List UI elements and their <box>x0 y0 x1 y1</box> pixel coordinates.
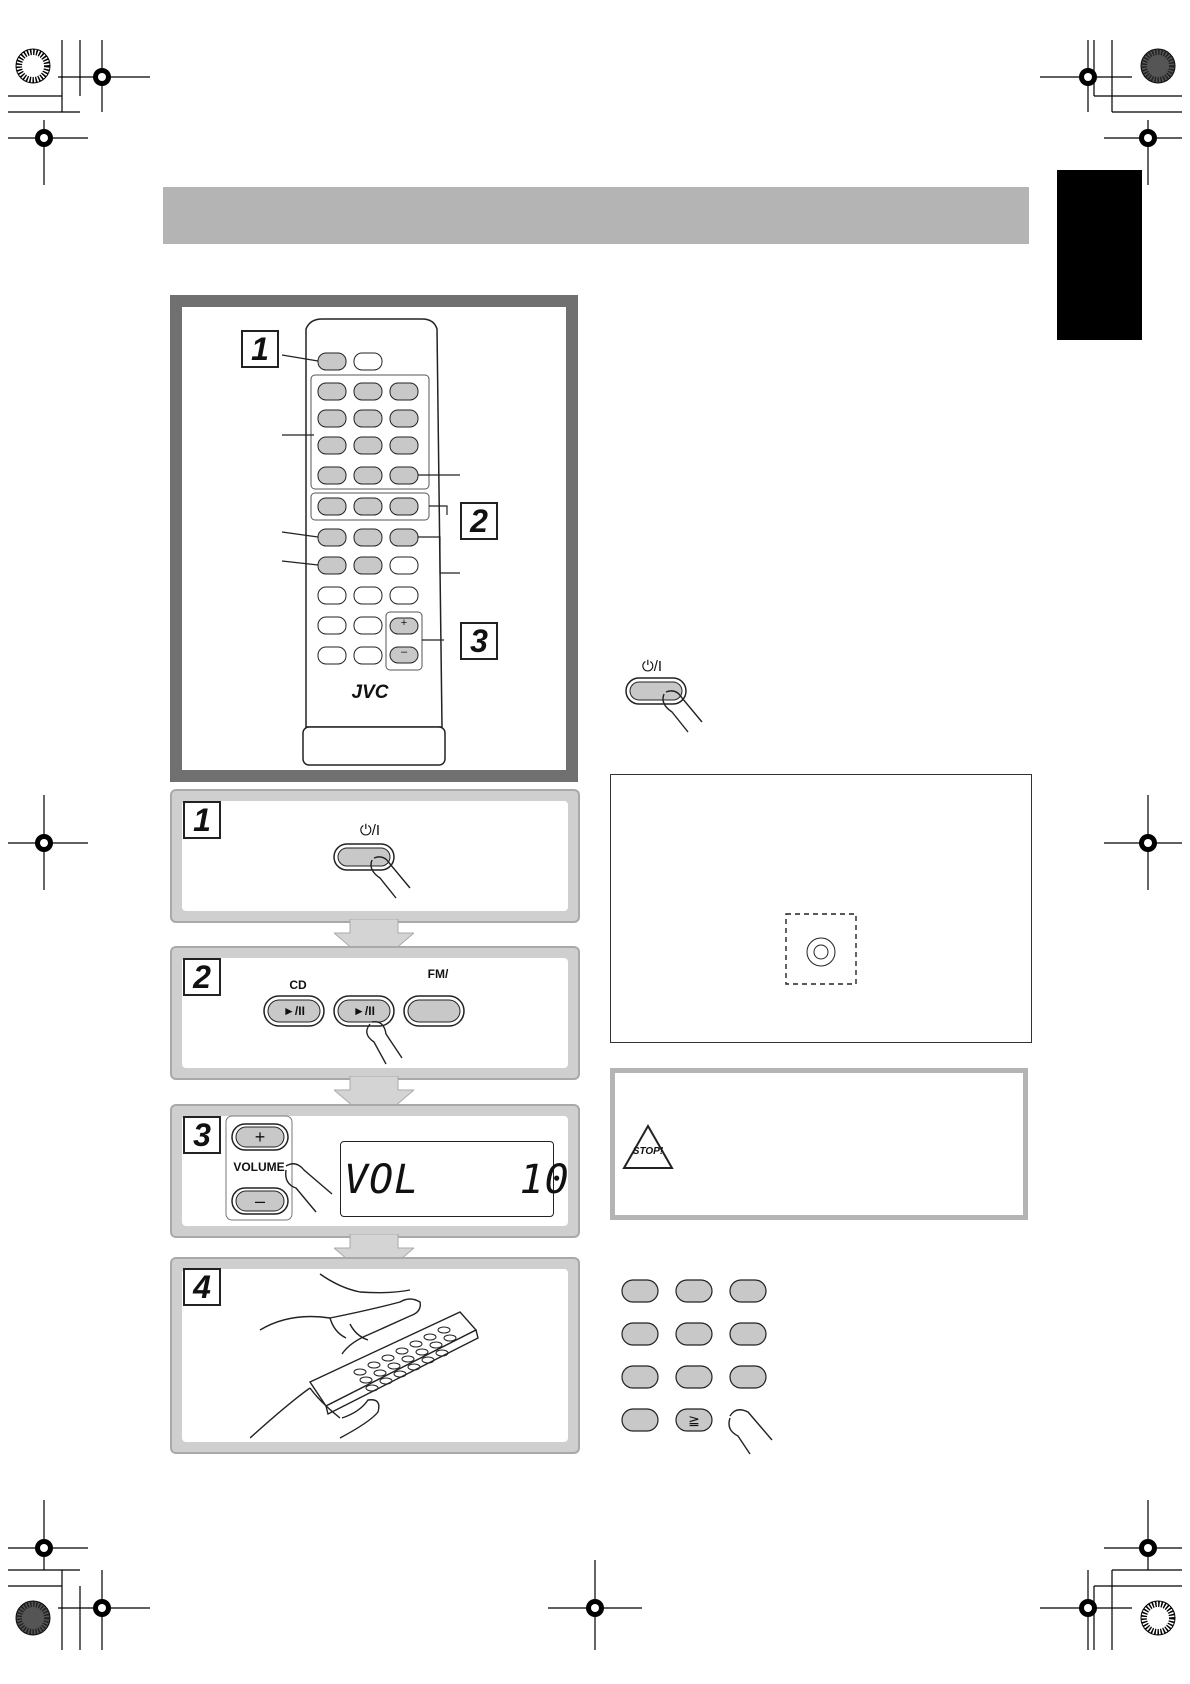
language-tab <box>1057 170 1142 340</box>
remote-callout-1: 1 <box>241 330 279 368</box>
remote-callout-2: 2 <box>460 502 498 540</box>
keypad-plus10-label: ≧ <box>688 1412 700 1428</box>
step-2-fm-label: FM/ <box>427 967 449 981</box>
remote-volume-plus-label: + <box>400 617 408 629</box>
step-3-display-text: VOL 10 <box>344 1157 570 1203</box>
numeric-keypad-drawing <box>618 1276 778 1456</box>
step-1-number: 1 <box>183 801 221 839</box>
stop-warning-text: STOP! <box>632 1146 664 1157</box>
remote-volume-minus-label: – <box>400 646 408 658</box>
step-1-power-button-press <box>330 840 430 910</box>
remote-callout-3: 3 <box>460 622 498 660</box>
step-3-volume-minus: – <box>254 1191 265 1211</box>
step-2-play-pause-label: ►/II <box>353 1004 375 1018</box>
right-power-label: ⏻/I <box>641 658 663 675</box>
step-3-number: 3 <box>183 1116 221 1154</box>
right-power-button-press <box>622 674 722 744</box>
step-2-cd-label: CD <box>289 978 307 992</box>
remote-brand-logo: JVC <box>351 682 389 703</box>
step-2-cd-play-pause-label: ►/II <box>283 1004 305 1018</box>
remote-sensor-info-box <box>610 774 1032 1043</box>
step-1-power-label: ⏻/I <box>359 822 381 839</box>
remote-sensor-icon <box>784 912 858 986</box>
step-3-volume-label: VOLUME <box>233 1160 285 1174</box>
step-4-number: 4 <box>183 1268 221 1306</box>
step-2-number: 2 <box>183 958 221 996</box>
step-4-hands-holding-remote <box>250 1272 480 1440</box>
step-3-volume-plus: + <box>254 1127 266 1147</box>
section-header-bar <box>163 187 1029 244</box>
